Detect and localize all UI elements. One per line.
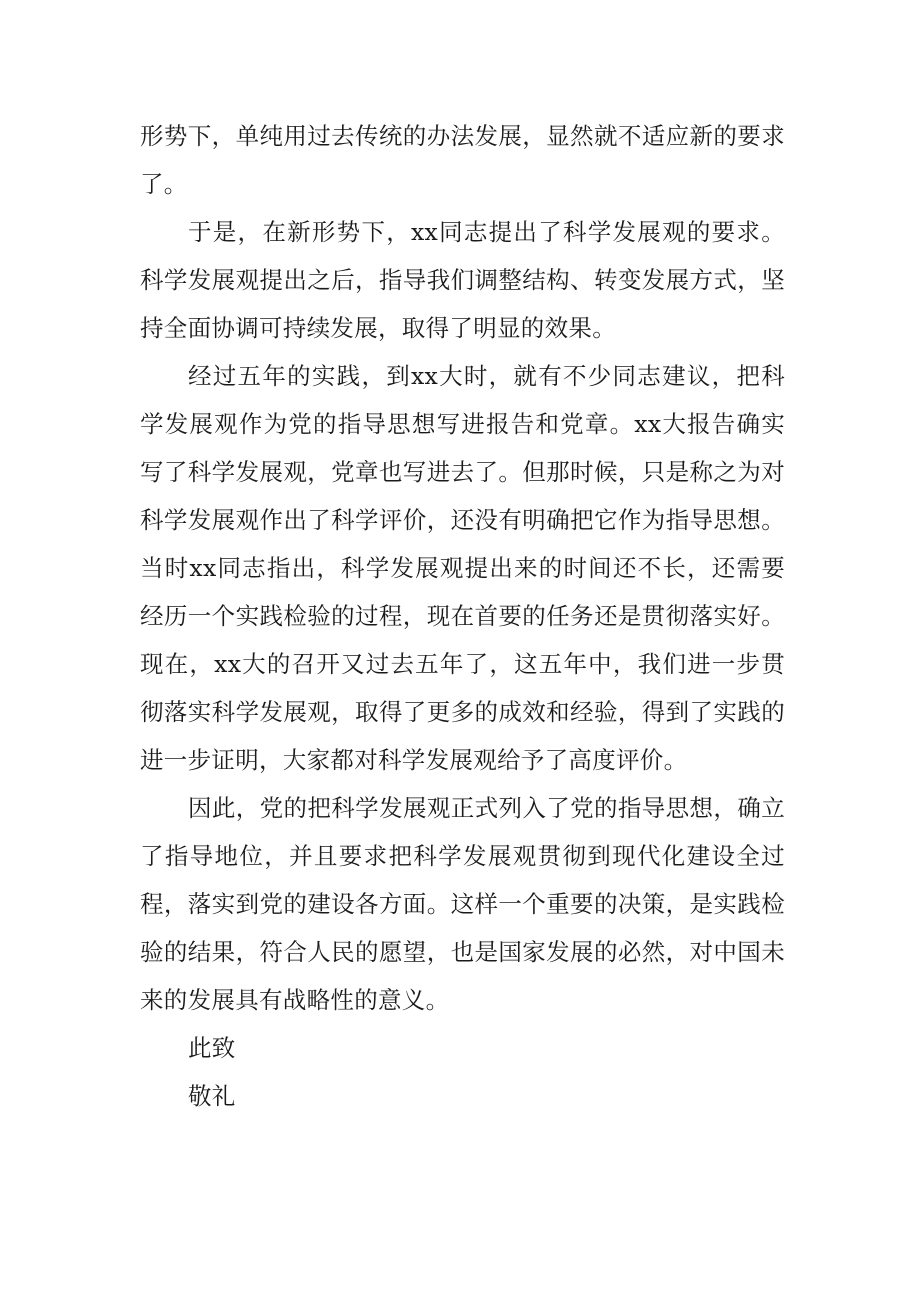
- closing-salutation: 此致: [188, 1034, 236, 1062]
- paragraph-guiding-ideology: 因此，党的把科学发展观正式列入了党的指导思想，确立了指导地位，并且要求把科学发展观贯彻到现代化建设全过程，落实到党的建设各方面。这样一个重要的决策，是实践检验的结果，符合人民的愿望，也是国家发展的必然，对中国未来的发展具有战略性的意义。: [140, 794, 785, 1014]
- paragraph-five-years-practice: 经过五年的实践，到xx大时，就有不少同志建议，把科学发展观作为党的指导思想写进报告和党章。xx大报告确实写了科学发展观，党章也写进去了。但那时候，只是称之为对科学发展观作出了科学评价，还没有明确把它作为指导思想。当时xx同志指出，科学发展观提出来的时间还不长，还需要经历一个实践检验的过程，现在首要的任务还是贯彻落实好。现在，xx大的召开又过去五年了，这五年中，我们进一步贯彻落实科学发展观，取得了更多的成效和经验，得到了实践的进一步证明，大家都对科学发展观给予了高度评价。: [140, 362, 785, 774]
- paragraph-scientific-outlook: 于是，在新形势下，xx同志提出了科学发展观的要求。科学发展观提出之后，指导我们调整结构、转变发展方式，坚持全面协调可持续发展，取得了明显的效果。: [140, 218, 785, 342]
- paragraph-continuation: 形势下，单纯用过去传统的办法发展，显然就不适应新的要求了。: [140, 122, 785, 198]
- document-body: [140, 112, 785, 1120]
- closing-regards: 敬礼: [188, 1082, 236, 1110]
